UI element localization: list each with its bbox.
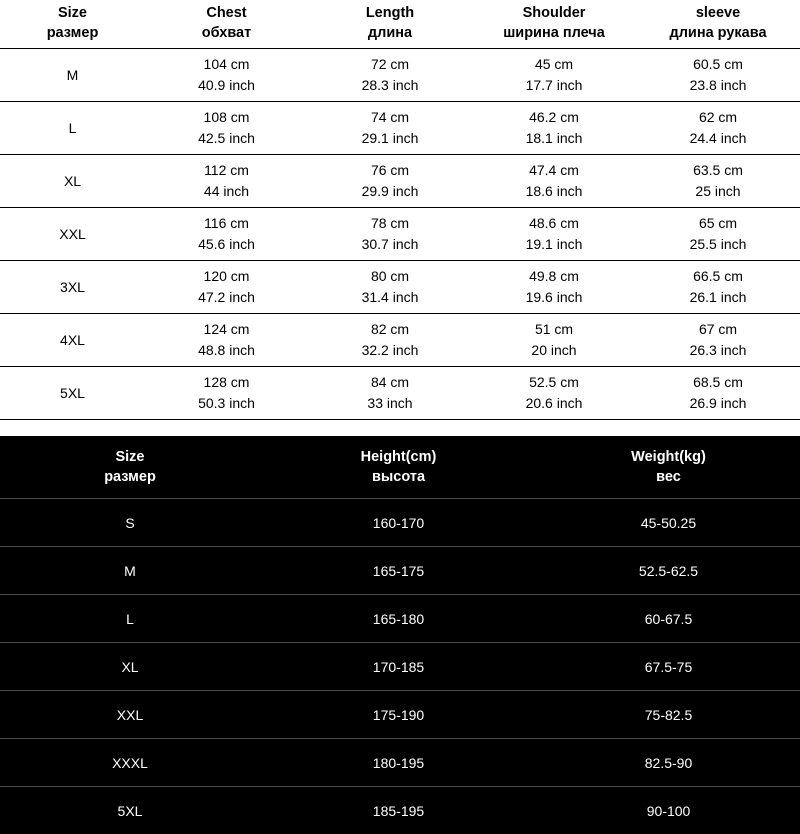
cell-length-cm: 80 cm [308, 266, 472, 287]
cell-weight: 67.5-75 [537, 643, 800, 691]
cell-chest [145, 261, 308, 314]
cell-length-inch: 32.2 inch [308, 340, 472, 361]
cell-length-cm: 76 cm [308, 160, 472, 181]
cell-size: 5XL [0, 787, 260, 834]
header-size [0, 0, 145, 49]
cell-size: XXL [0, 208, 145, 261]
cell-chest-inch: 47.2 inch [145, 287, 308, 308]
cell-chest [145, 102, 308, 155]
cell-height: 170-185 [260, 643, 537, 691]
cell-shoulder [472, 102, 636, 155]
cell-sleeve-cm: 60.5 cm [636, 54, 800, 75]
header-shoulder [472, 0, 636, 49]
header-chest [145, 0, 308, 49]
cell-shoulder-inch: 19.6 inch [472, 287, 636, 308]
cell-size: L [0, 102, 145, 155]
cell-chest-inch: 40.9 inch [145, 75, 308, 96]
table-row [0, 595, 800, 643]
cell-chest-cm: 116 cm [145, 213, 308, 234]
cell-sleeve [636, 261, 800, 314]
cell-sleeve-cm: 62 cm [636, 107, 800, 128]
cell-sleeve [636, 49, 800, 102]
cell-shoulder-inch: 20.6 inch [472, 393, 636, 414]
table-row [0, 739, 800, 787]
cell-sleeve-inch: 26.3 inch [636, 340, 800, 361]
header-height-ru: высота [260, 467, 537, 487]
cell-shoulder [472, 49, 636, 102]
header-height [260, 436, 537, 499]
body-table-body [0, 499, 800, 834]
cell-weight: 82.5-90 [537, 739, 800, 787]
cell-height: 185-195 [260, 787, 537, 834]
header-weight-ru: вес [537, 467, 800, 487]
cell-length-inch: 30.7 inch [308, 234, 472, 255]
cell-sleeve [636, 155, 800, 208]
table-row [0, 208, 800, 261]
cell-height: 180-195 [260, 739, 537, 787]
cell-length-inch: 28.3 inch [308, 75, 472, 96]
header-size-en: Size [0, 4, 145, 24]
cell-weight: 45-50.25 [537, 499, 800, 547]
cell-height: 175-190 [260, 691, 537, 739]
cell-chest [145, 367, 308, 420]
cell-chest-inch: 50.3 inch [145, 393, 308, 414]
cell-chest [145, 314, 308, 367]
cell-sleeve-inch: 26.1 inch [636, 287, 800, 308]
cell-height: 165-180 [260, 595, 537, 643]
cell-chest-cm: 108 cm [145, 107, 308, 128]
header-size-ru: размер [0, 24, 145, 44]
cell-chest-inch: 44 inch [145, 181, 308, 202]
table-row [0, 499, 800, 547]
cell-sleeve [636, 208, 800, 261]
cell-sleeve-cm: 68.5 cm [636, 372, 800, 393]
body-size-table [0, 436, 800, 834]
measurements-table-body [0, 49, 800, 420]
header-shoulder-ru: ширина плеча [472, 24, 636, 44]
cell-length-cm: 74 cm [308, 107, 472, 128]
cell-size: XXL [0, 691, 260, 739]
cell-height: 165-175 [260, 547, 537, 595]
cell-sleeve [636, 102, 800, 155]
cell-length-inch: 29.9 inch [308, 181, 472, 202]
header-weight [537, 436, 800, 499]
cell-chest-inch: 45.6 inch [145, 234, 308, 255]
header-chest-en: Chest [145, 4, 308, 24]
cell-weight: 52.5-62.5 [537, 547, 800, 595]
cell-sleeve-cm: 63.5 cm [636, 160, 800, 181]
cell-shoulder [472, 208, 636, 261]
cell-length-cm: 72 cm [308, 54, 472, 75]
cell-chest-cm: 104 cm [145, 54, 308, 75]
table-row [0, 314, 800, 367]
header-sleeve [636, 0, 800, 49]
cell-length-cm: 82 cm [308, 319, 472, 340]
cell-sleeve-inch: 25.5 inch [636, 234, 800, 255]
table-row [0, 691, 800, 739]
cell-shoulder [472, 367, 636, 420]
cell-length [308, 261, 472, 314]
cell-length [308, 155, 472, 208]
cell-length-inch: 29.1 inch [308, 128, 472, 149]
cell-size: 5XL [0, 367, 145, 420]
cell-length-inch: 31.4 inch [308, 287, 472, 308]
cell-sleeve-cm: 66.5 cm [636, 266, 800, 287]
header-size [0, 436, 260, 499]
cell-shoulder-inch: 18.6 inch [472, 181, 636, 202]
cell-size: L [0, 595, 260, 643]
cell-size: M [0, 547, 260, 595]
cell-sleeve-inch: 24.4 inch [636, 128, 800, 149]
header-shoulder-en: Shoulder [472, 4, 636, 24]
header-size-en: Size [0, 447, 260, 467]
cell-shoulder-cm: 46.2 cm [472, 107, 636, 128]
table-row [0, 787, 800, 834]
cell-chest-cm: 124 cm [145, 319, 308, 340]
cell-chest-cm: 120 cm [145, 266, 308, 287]
cell-length [308, 102, 472, 155]
cell-shoulder-cm: 45 cm [472, 54, 636, 75]
cell-chest [145, 49, 308, 102]
cell-chest [145, 208, 308, 261]
cell-length [308, 367, 472, 420]
body-table-header [0, 436, 800, 499]
cell-height: 160-170 [260, 499, 537, 547]
cell-chest-cm: 128 cm [145, 372, 308, 393]
cell-shoulder-cm: 51 cm [472, 319, 636, 340]
cell-length [308, 208, 472, 261]
cell-shoulder [472, 155, 636, 208]
header-height-en: Height(cm) [260, 447, 537, 467]
cell-sleeve-inch: 26.9 inch [636, 393, 800, 414]
cell-weight: 90-100 [537, 787, 800, 834]
table-row [0, 547, 800, 595]
table-row [0, 367, 800, 420]
table-row [0, 49, 800, 102]
cell-size: XXXL [0, 739, 260, 787]
cell-size: XL [0, 643, 260, 691]
cell-size: S [0, 499, 260, 547]
cell-weight: 60-67.5 [537, 595, 800, 643]
header-chest-ru: обхват [145, 24, 308, 44]
cell-shoulder-inch: 18.1 inch [472, 128, 636, 149]
cell-size: 3XL [0, 261, 145, 314]
header-length-en: Length [308, 4, 472, 24]
cell-length [308, 49, 472, 102]
table-row [0, 155, 800, 208]
table-header-row [0, 0, 800, 49]
cell-shoulder-inch: 19.1 inch [472, 234, 636, 255]
cell-chest-inch: 48.8 inch [145, 340, 308, 361]
cell-shoulder [472, 261, 636, 314]
cell-length-inch: 33 inch [308, 393, 472, 414]
cell-sleeve-cm: 65 cm [636, 213, 800, 234]
cell-size: M [0, 49, 145, 102]
cell-shoulder-cm: 48.6 cm [472, 213, 636, 234]
cell-sleeve [636, 314, 800, 367]
cell-sleeve-inch: 25 inch [636, 181, 800, 202]
table-row [0, 643, 800, 691]
cell-chest-inch: 42.5 inch [145, 128, 308, 149]
cell-size: XL [0, 155, 145, 208]
header-sleeve-ru: длина рукава [636, 24, 800, 44]
table-row [0, 261, 800, 314]
cell-shoulder-cm: 47.4 cm [472, 160, 636, 181]
table-header-row [0, 436, 800, 499]
header-weight-en: Weight(kg) [537, 447, 800, 467]
header-length [308, 0, 472, 49]
cell-chest [145, 155, 308, 208]
cell-length [308, 314, 472, 367]
body-table-wrapper [0, 436, 800, 834]
cell-shoulder-inch: 17.7 inch [472, 75, 636, 96]
header-sleeve-en: sleeve [636, 4, 800, 24]
cell-sleeve-cm: 67 cm [636, 319, 800, 340]
cell-sleeve [636, 367, 800, 420]
cell-shoulder [472, 314, 636, 367]
cell-weight: 75-82.5 [537, 691, 800, 739]
header-length-ru: длина [308, 24, 472, 44]
cell-length-cm: 78 cm [308, 213, 472, 234]
cell-chest-cm: 112 cm [145, 160, 308, 181]
header-size-ru: размер [0, 467, 260, 487]
cell-sleeve-inch: 23.8 inch [636, 75, 800, 96]
cell-length-cm: 84 cm [308, 372, 472, 393]
cell-shoulder-cm: 49.8 cm [472, 266, 636, 287]
cell-shoulder-inch: 20 inch [472, 340, 636, 361]
cell-size: 4XL [0, 314, 145, 367]
cell-shoulder-cm: 52.5 cm [472, 372, 636, 393]
measurements-table-header [0, 0, 800, 49]
table-row [0, 102, 800, 155]
